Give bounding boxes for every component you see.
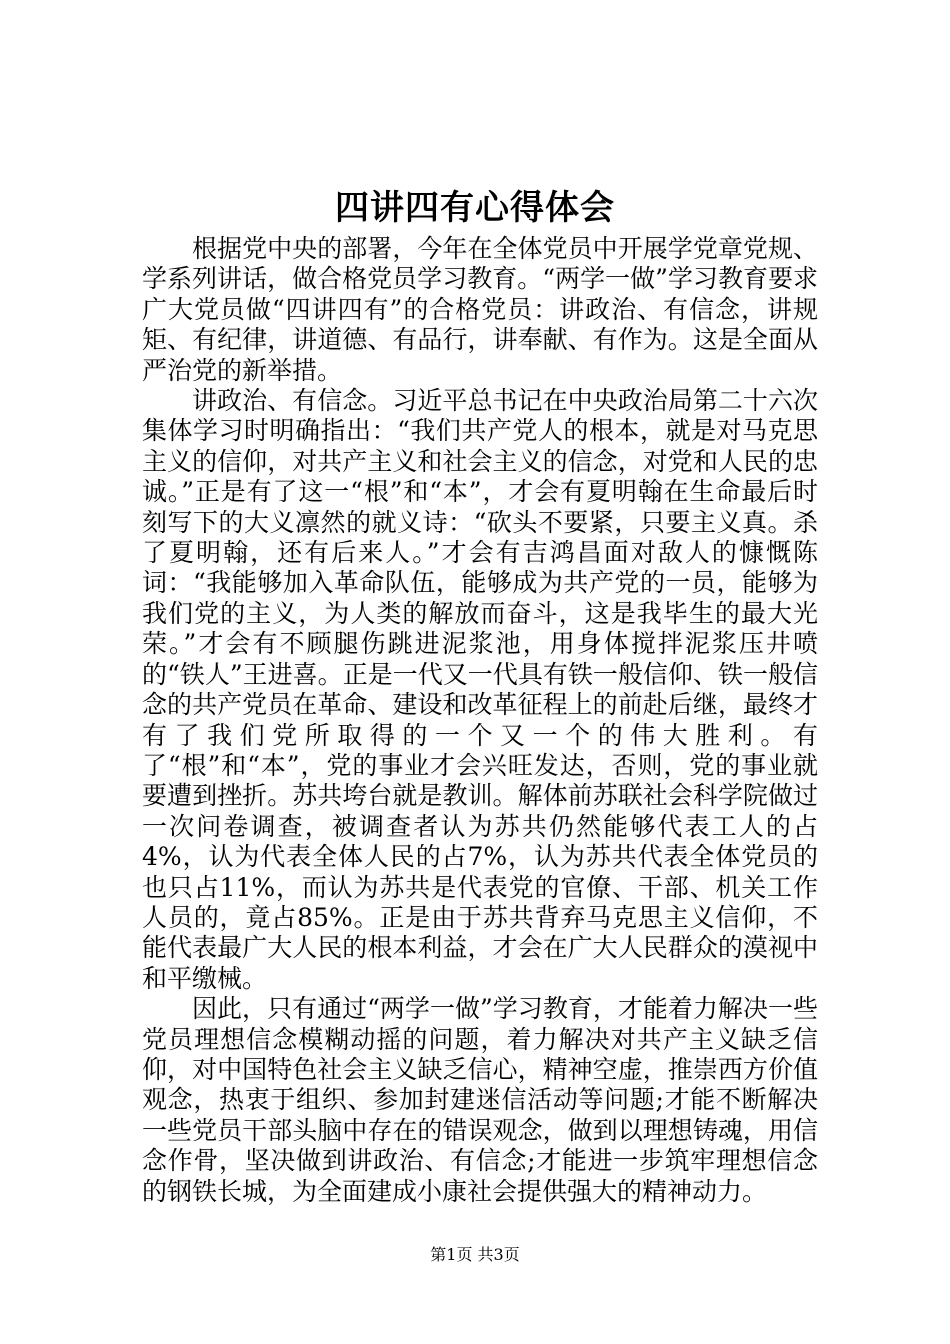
- page-footer: 第1页 共3页: [430, 1245, 520, 1264]
- document-title: 四讲四有心得体会: [335, 188, 615, 228]
- paragraph-politics-belief: 讲政治、有信念。习近平总书记在中央政治局第二十六次集体学习时明确指出：“我们共产党人的根本，就是对马克思主义的信仰，对共产主义和社会主义的信念，对党和人民的忠诚。”正是有了这一“根”和“本”，才会有夏明翰在生命最后时刻写下的大义凛然的就义诗：“砍头不要紧，只要主义真。杀了夏明翰，还有后来人。”才会有吉鸿昌面对敌人的慷慨陈词：“我能够加入革命队伍，能够成为共产党的一员，能够为我们党的主义，为人类的解放而奋斗，这是我毕生的最大光荣。”才会有不顾腿伤跳进泥浆池，用身体搅拌泥浆压井喷的“铁人”王进喜。正是一代又一代具有铁一般信仰、铁一般信念的共产党员在革命、建设和改革征程上的前赴后继，最终才有了我们党所取得的一个又一个的伟大胜利。有了“根”和“本”，党的事业才会兴旺发达，否则，党的事业就要遭到挫折。苏共垮台就是教训。解体前苏联社会科学院做过一次问卷调查，被调查者认为苏共仍然能够代表工人的占4%，认为代表全体人民的占7%，认为苏共代表全体党员的也只占11%，而认为苏共是代表党的官僚、干部、机关工作人员的，竟占85%。正是由于苏共背弃马克思主义信仰，不能代表最广大人民的根本利益，才会在广大人民群众的漠视中和平缴械。: [142, 386, 818, 993]
- paragraph-intro: 根据党中央的部署，今年在全体党员中开展学党章党规、学系列讲话，做合格党员学习教育。“两学一做”学习教育要求广大党员做“四讲四有”的合格党员：讲政治、有信念，讲规矩、有纪律，讲道德、有品行，讲奉献、有作为。这是全面从严治党的新举措。: [142, 234, 818, 385]
- document-body: [142, 234, 818, 1207]
- paragraph-conclusion: 因此，只有通过“两学一做”学习教育，才能着力解决一些党员理想信念模糊动摇的问题，着力解决对共产主义缺乏信仰，对中国特色社会主义缺乏信心，精神空虚，推崇西方价值观念，热衷于组织、参加封建迷信活动等问题;才能不断解决一些党员干部头脑中存在的错误观念，做到以理想铸魂，用信念作骨，坚决做到讲政治、有信念;才能进一步筑牢理想信念的钢铁长城，为全面建成小康社会提供强大的精神动力。: [142, 994, 818, 1206]
